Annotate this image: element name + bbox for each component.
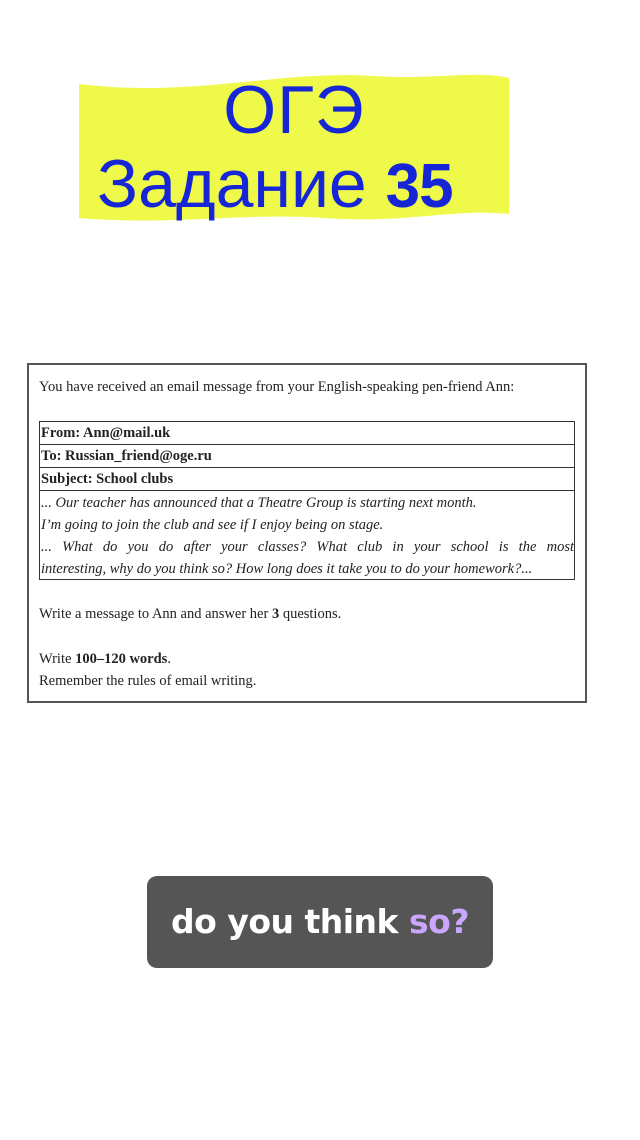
word-count-requirement <box>39 651 171 668</box>
words-suffix: . <box>167 651 171 667</box>
instruction-text: Write a message to Ann and answer her <box>39 606 272 622</box>
email-box <box>39 421 575 580</box>
title-banner <box>75 68 513 228</box>
email-body-line: ... What do you do after your classes? What club in your school is the most <box>41 539 574 555</box>
instruction-count: 3 <box>271 606 280 622</box>
words-prefix: Write <box>39 651 76 667</box>
task-intro: You have received an email message from your English-speaking pen-friend Ann: <box>39 379 515 395</box>
email-body-line: interesting, why do you think so? How long does it take you to do your homework?... <box>41 561 533 577</box>
remember-note: Remember the rules of email writing. <box>39 673 257 689</box>
email-to: To: Russian_friend@oge.ru <box>40 445 574 468</box>
title-task <box>97 148 453 223</box>
words-count: 100–120 words <box>75 651 168 667</box>
title-task-number: 35 <box>385 152 453 221</box>
subtitle-caption <box>147 876 493 968</box>
task-instruction <box>39 606 341 623</box>
title-task-word: Задание <box>97 146 367 222</box>
caption-highlight: so? <box>409 902 469 941</box>
email-body-line: I’m going to join the club and see if I enjoy being on stage. <box>41 517 384 533</box>
task-document <box>27 363 587 703</box>
email-body <box>40 491 574 579</box>
email-body-line: ... Our teacher has announced that a Theatre Group is starting next month. <box>41 495 477 511</box>
email-subject: Subject: School clubs <box>40 468 574 491</box>
instruction-suffix: questions. <box>279 606 342 622</box>
title-exam: ОГЭ <box>223 72 365 148</box>
caption-text: do you think <box>171 902 409 941</box>
email-from: From: Ann@mail.uk <box>40 422 574 445</box>
